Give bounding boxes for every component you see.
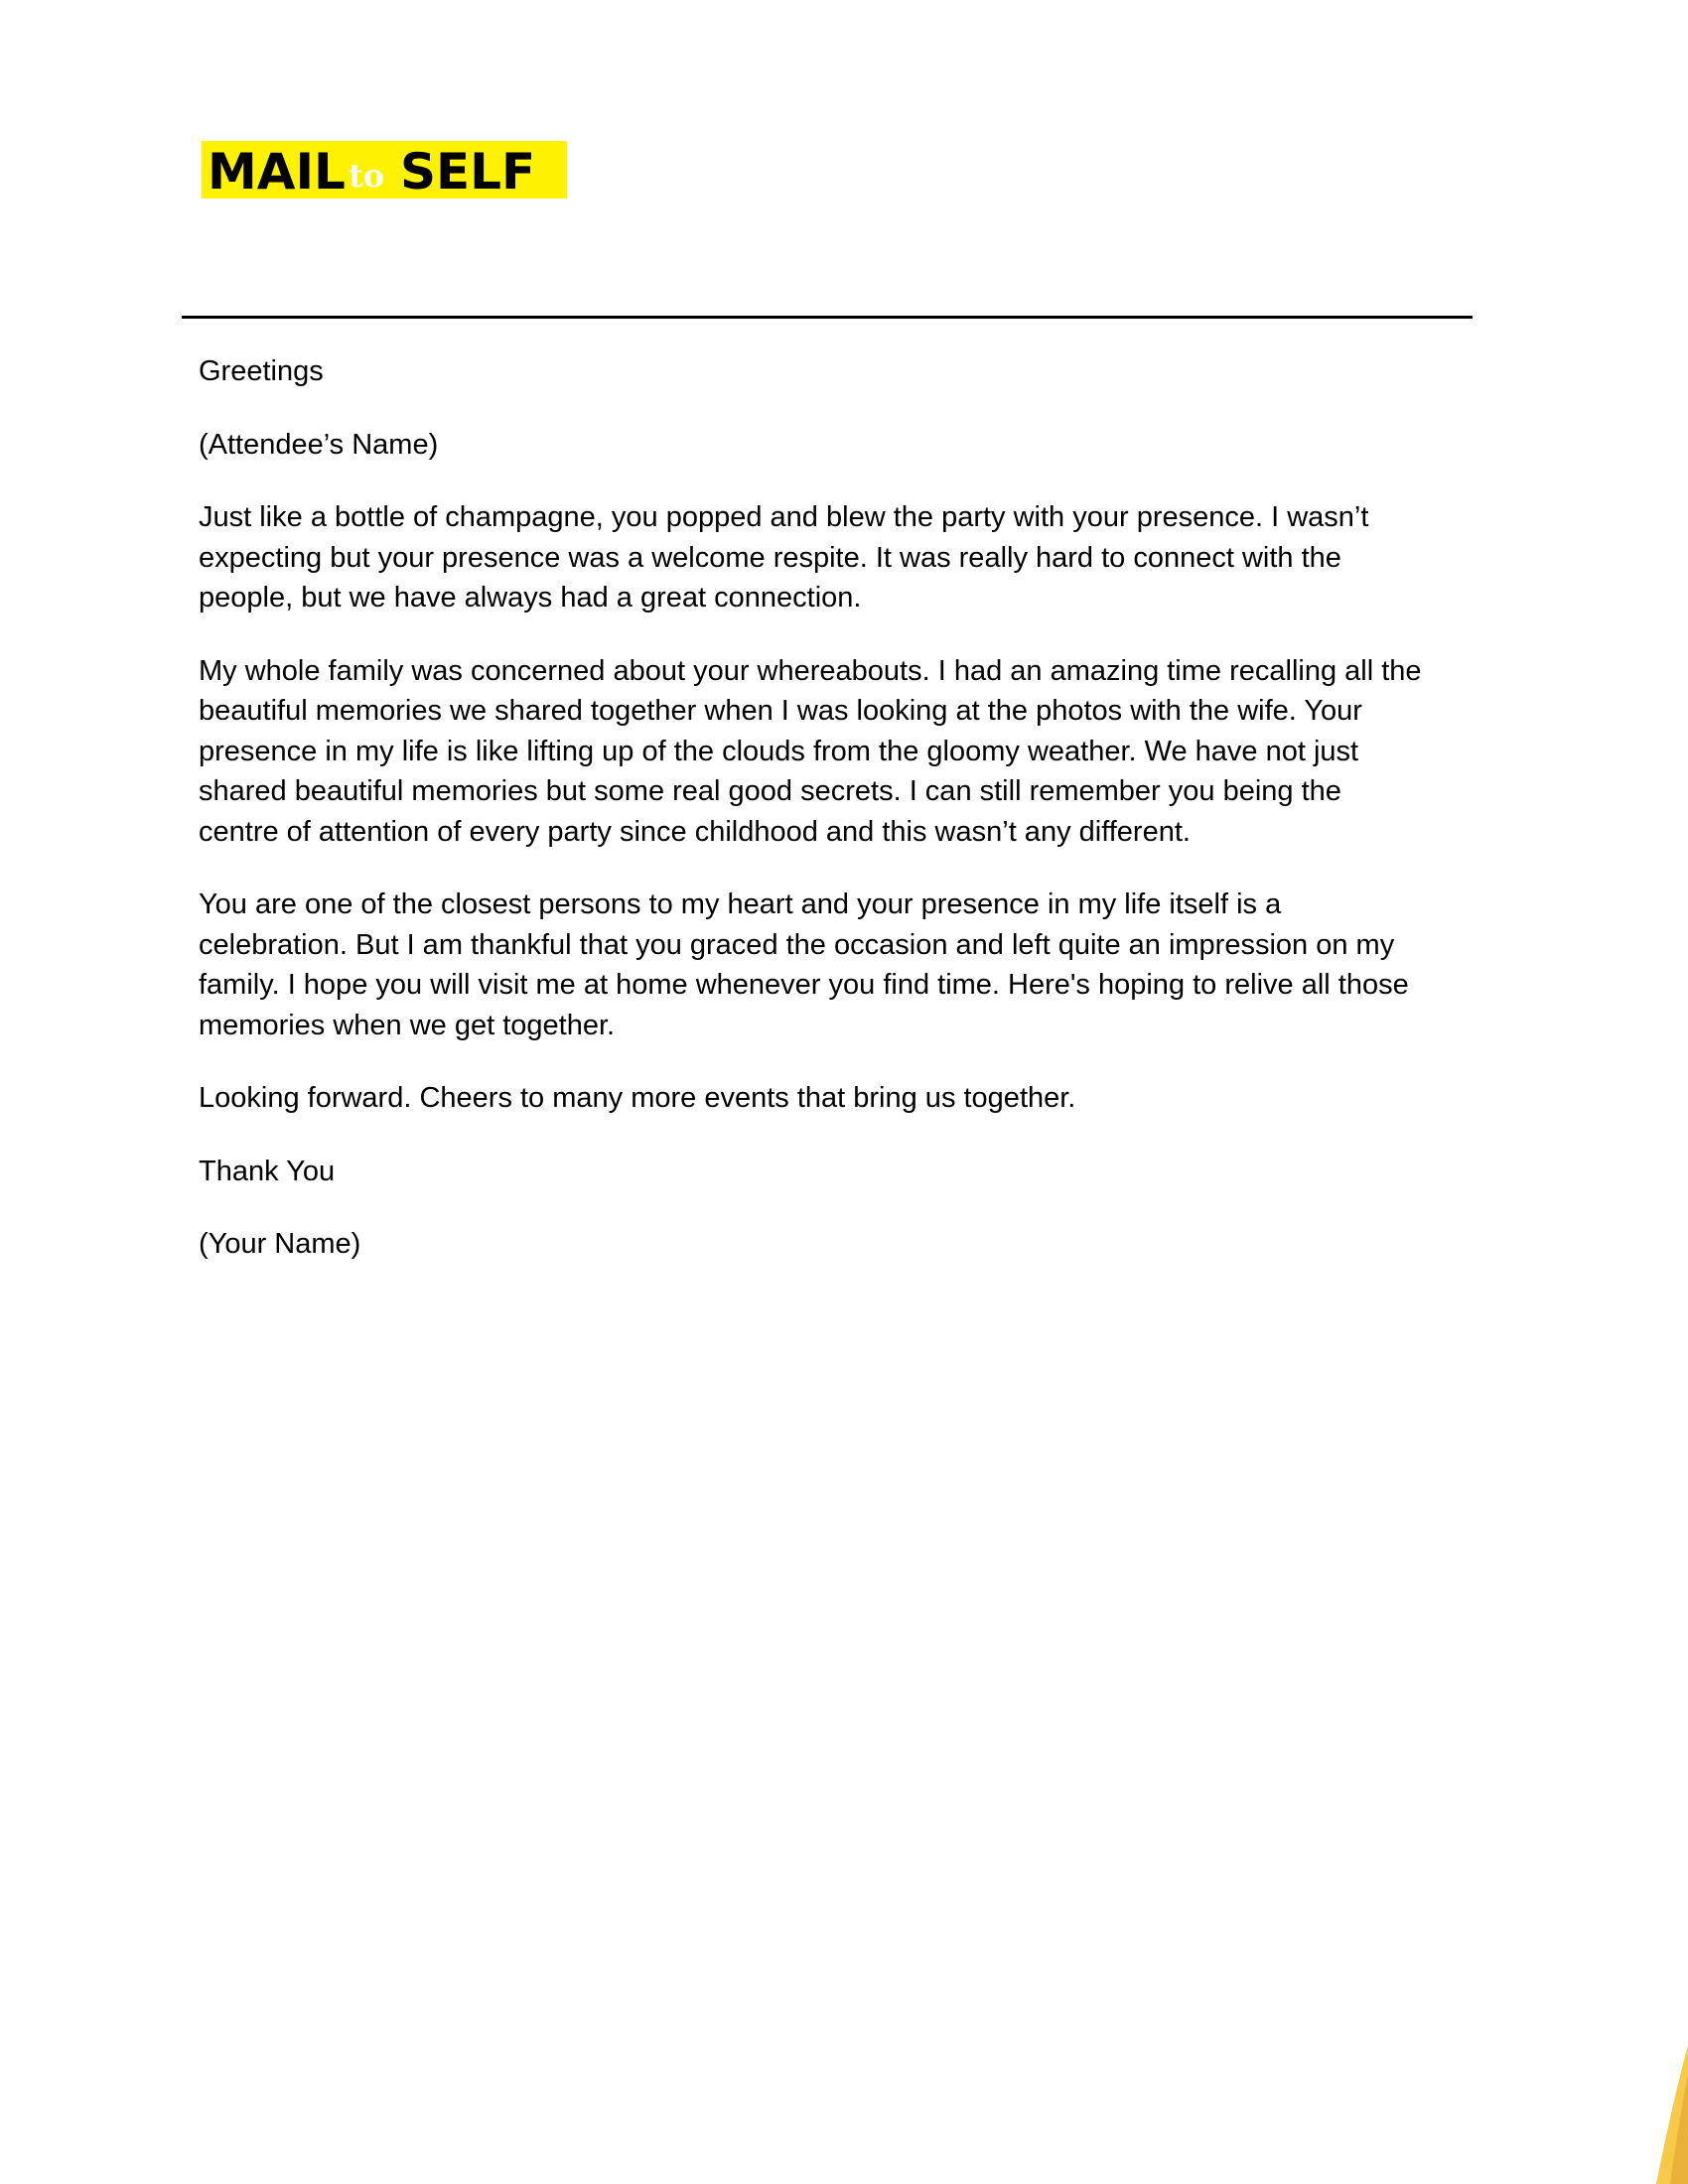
letter-body <box>199 351 1499 1297</box>
letter-closing: Thank You <box>199 1155 336 1187</box>
logo-text-self: SELF <box>400 143 536 199</box>
corner-decoration <box>1648 2045 1688 2184</box>
header-divider <box>182 316 1473 319</box>
logo-text-mail: MAIL <box>208 143 346 199</box>
logo-text-to: to <box>349 157 385 195</box>
letter-paragraph: Looking forward. Cheers to many more events that bring us together. <box>199 1082 1076 1114</box>
letter-paragraph: My whole family was concerned about your whereabouts. I had an amazing time recalling all the beautiful memories we shared together when I was looking at the photos with the wife. Your presence in my life is like lifting up of the clouds from the gloomy weather. We have not just shared beautiful memories but some real good secrets. I can still remember you being the centre of attention of every party since childhood and this wasn’t any different. <box>199 654 1422 848</box>
letter-recipient: (Attendee’s Name) <box>199 428 439 461</box>
mail-to-self-logo <box>202 141 567 199</box>
letter-greeting: Greetings <box>199 355 324 387</box>
logo-wordmark <box>202 141 567 199</box>
letter-signature: (Your Name) <box>199 1228 361 1260</box>
letter-paragraph: Just like a bottle of champagne, you popped and blew the party with your presence. I wasn’t expecting but your presence was a welcome respite. It was really hard to connect with the people, but we have always had a great connection. <box>199 501 1369 614</box>
letter-paragraph: You are one of the closest persons to my heart and your presence in my life itself is a celebration. But I am thankful that you graced the occasion and left quite an impression on my family. I hope you will visit me at home whenever you find time. Here's hoping to relive all those memories when we get together. <box>199 888 1409 1041</box>
